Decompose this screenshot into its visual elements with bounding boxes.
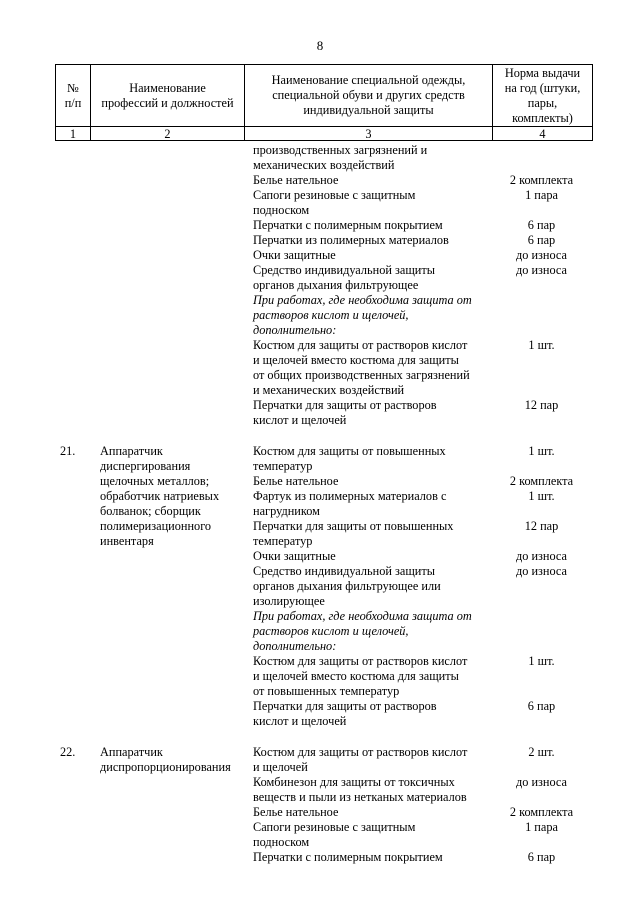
header-norm-column: Норма выдачи на год (штуки, пары, комплекты) <box>493 65 593 127</box>
item-norm: до износа <box>515 248 568 262</box>
item-text: изолирующее <box>253 594 325 608</box>
item-norm: 6 пар <box>527 850 556 864</box>
item-text: производственных загрязнений и <box>253 143 428 157</box>
item-text: Перчатки с полимерным покрытием <box>253 218 443 232</box>
item-text: кислот и щелочей <box>253 413 347 427</box>
item-text: и щелочей вместо костюма для защиты <box>253 353 459 367</box>
item-norm: 1 пара <box>525 188 558 202</box>
item-text: Белье нательное <box>253 805 339 819</box>
item-text: и щелочей вместо костюма для защиты <box>253 669 459 683</box>
item-norm: 2 комплекта <box>509 805 574 819</box>
italic-note: При работах, где необходима защита от <box>253 609 472 623</box>
item-norm: 1 шт. <box>528 444 555 458</box>
profession-name: Аппаратчик <box>100 444 163 458</box>
item-norm: 2 комплекта <box>509 474 574 488</box>
item-norm: до износа <box>515 564 568 578</box>
item-text: Белье нательное <box>253 173 339 187</box>
item-text: органов дыхания фильтрующее или <box>253 579 441 593</box>
italic-note: дополнительно: <box>253 639 337 653</box>
item-text: и щелочей <box>253 760 308 774</box>
italic-note: растворов кислот и щелочей, <box>253 308 409 322</box>
column-number: 4 <box>493 127 593 141</box>
item-text: от общих производственных загрязнений <box>253 368 470 382</box>
item-text: Очки защитные <box>253 248 336 262</box>
item-norm: 1 шт. <box>528 654 555 668</box>
item-norm: 1 пара <box>525 820 558 834</box>
italic-note: дополнительно: <box>253 323 337 337</box>
item-text: Перчатки для защиты от растворов <box>253 398 437 412</box>
item-text: механических воздействий <box>253 158 395 172</box>
item-text: Очки защитные <box>253 549 336 563</box>
italic-note: При работах, где необходима защита от <box>253 293 472 307</box>
item-text: Перчатки для защиты от повышенных <box>253 519 454 533</box>
item-text: Костюм для защиты от растворов кислот <box>253 745 468 759</box>
profession-name: щелочных металлов; <box>100 474 210 488</box>
item-norm: 12 пар <box>524 398 559 412</box>
profession-name: обработчик натриевых <box>100 489 220 503</box>
item-text: Перчатки для защиты от растворов <box>253 699 437 713</box>
item-text: органов дыхания фильтрующее <box>253 278 419 292</box>
item-text: Комбинезон для защиты от токсичных <box>253 775 455 789</box>
profession-name: болванок; сборщик <box>100 504 201 518</box>
item-text: Фартук из полимерных материалов с <box>253 489 447 503</box>
item-norm: 12 пар <box>524 519 559 533</box>
item-text: Перчатки из полимерных материалов <box>253 233 449 247</box>
item-norm: 2 шт. <box>528 745 555 759</box>
profession-name: диспергирования <box>100 459 191 473</box>
item-norm: до износа <box>515 263 568 277</box>
header-number-column: № п/п <box>56 65 91 127</box>
item-text: Костюм для защиты от повышенных <box>253 444 446 458</box>
item-norm: 1 шт. <box>528 338 555 352</box>
item-text: Костюм для защиты от растворов кислот <box>253 654 468 668</box>
item-norm: 6 пар <box>527 233 556 247</box>
table-header <box>55 64 593 141</box>
item-text: Сапоги резиновые с защитным <box>253 820 416 834</box>
item-text: подноском <box>253 203 310 217</box>
item-text: нагрудником <box>253 504 320 518</box>
profession-name: Аппаратчик <box>100 745 163 759</box>
profession-name: инвентаря <box>100 534 154 548</box>
item-text: Перчатки с полимерным покрытием <box>253 850 443 864</box>
item-text: температур <box>253 459 313 473</box>
item-norm: 6 пар <box>527 218 556 232</box>
row-number: 21. <box>60 444 76 458</box>
column-numbers-row <box>56 127 593 141</box>
header-profession-column: Наименование профессий и должностей <box>91 65 245 127</box>
item-norm: 2 комплекта <box>509 173 574 187</box>
item-text: Костюм для защиты от растворов кислот <box>253 338 468 352</box>
item-norm: до износа <box>515 549 568 563</box>
italic-note: растворов кислот и щелочей, <box>253 624 409 638</box>
item-text: Средство индивидуальной защиты <box>253 263 436 277</box>
item-norm: 6 пар <box>527 699 556 713</box>
row-number: 22. <box>60 745 76 759</box>
item-text: подноском <box>253 835 310 849</box>
table-body <box>0 143 640 865</box>
column-number: 1 <box>56 127 91 141</box>
item-text: веществ и пыли из нетканых материалов <box>253 790 467 804</box>
item-text: температур <box>253 534 313 548</box>
item-text: от повышенных температур <box>253 684 400 698</box>
item-norm: 1 шт. <box>528 489 555 503</box>
item-text: Белье нательное <box>253 474 339 488</box>
page-number: 8 <box>316 38 324 53</box>
item-text: Сапоги резиновые с защитным <box>253 188 416 202</box>
profession-name: диспропорционирования <box>100 760 231 774</box>
item-text: и механических воздействий <box>253 383 405 397</box>
column-number: 2 <box>91 127 245 141</box>
profession-name: полимеризационного <box>100 519 212 533</box>
header-equipment-column: Наименование специальной одежды, специальной обуви и других средств индивидуальной защиты <box>245 65 493 127</box>
item-text: кислот и щелочей <box>253 714 347 728</box>
item-text: Средство индивидуальной защиты <box>253 564 436 578</box>
column-number: 3 <box>245 127 493 141</box>
item-norm: до износа <box>515 775 568 789</box>
